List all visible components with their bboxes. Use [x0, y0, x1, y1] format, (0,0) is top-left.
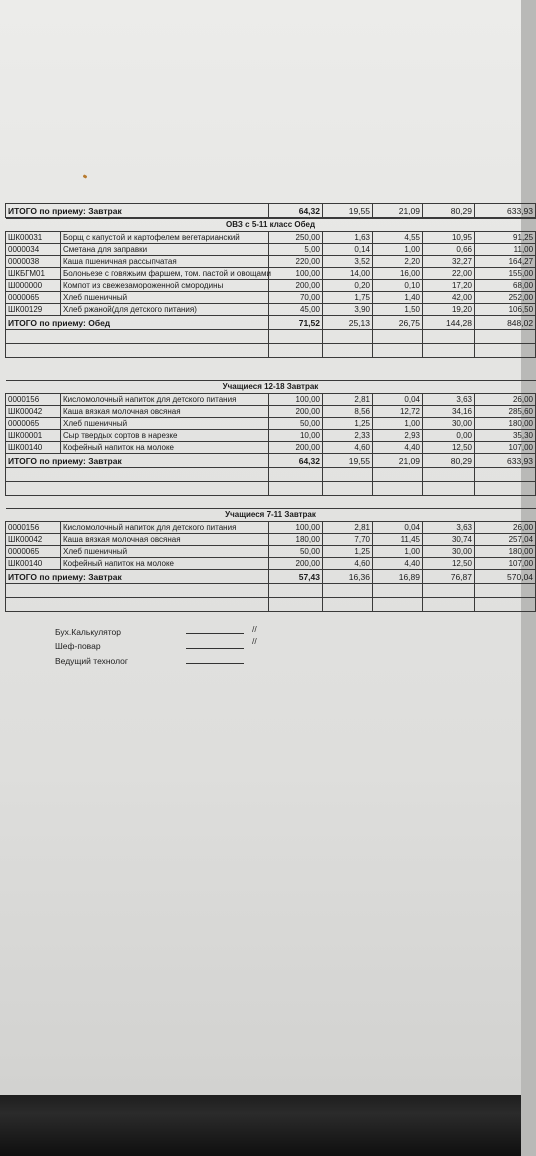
item-carbs: 3,63	[423, 394, 475, 406]
total-row	[6, 204, 536, 218]
item-carbs: 3,63	[423, 522, 475, 534]
blank-cell	[423, 468, 475, 482]
total-label: ИТОГО по приему: Завтрак	[6, 454, 269, 468]
item-name: Хлеб ржаной(для детского питания)	[61, 304, 269, 316]
item-fats: 16,00	[373, 268, 423, 280]
table-row	[6, 534, 536, 546]
item-weight: 250,00	[269, 232, 323, 244]
total-fats: 21,09	[373, 454, 423, 468]
item-kcal: 252,00	[475, 292, 536, 304]
item-weight: 200,00	[269, 442, 323, 454]
item-fats: 0,10	[373, 280, 423, 292]
item-carbs: 17,20	[423, 280, 475, 292]
total-weight: 57,43	[269, 570, 323, 584]
item-name: Кофейный напиток на молоке	[61, 442, 269, 454]
item-fats: 1,40	[373, 292, 423, 304]
item-carbs: 10,95	[423, 232, 475, 244]
item-kcal: 26,00	[475, 522, 536, 534]
item-name: Кисломолочный напиток для детского питания	[61, 522, 269, 534]
signature-label-technologist: Ведущий технолог	[55, 656, 128, 666]
item-code: ШК00001	[6, 430, 61, 442]
menu-table-12-18	[5, 380, 536, 496]
total-label: ИТОГО по приему: Обед	[6, 316, 269, 330]
blank-cell	[6, 330, 269, 344]
item-kcal: 68,00	[475, 280, 536, 292]
table-row	[6, 256, 536, 268]
table-row	[6, 546, 536, 558]
item-proteins: 3,90	[323, 304, 373, 316]
total-label: ИТОГО по приему: Завтрак	[6, 570, 269, 584]
menu-table-ovz	[5, 218, 536, 358]
item-carbs: 0,66	[423, 244, 475, 256]
item-proteins: 3,52	[323, 256, 373, 268]
item-kcal: 155,00	[475, 268, 536, 280]
blank-cell	[475, 482, 536, 496]
signature-line-chef	[186, 648, 244, 649]
blank-cell	[475, 584, 536, 598]
signature-mark-chef: //	[252, 636, 257, 646]
item-fats: 2,93	[373, 430, 423, 442]
item-kcal: 11,00	[475, 244, 536, 256]
item-name: Кисломолочный напиток для детского питания	[61, 394, 269, 406]
item-proteins: 2,81	[323, 394, 373, 406]
item-weight: 200,00	[269, 406, 323, 418]
item-kcal: 180,00	[475, 418, 536, 430]
total-weight: 71,52	[269, 316, 323, 330]
item-code: 0000034	[6, 244, 61, 256]
item-code: ШК00129	[6, 304, 61, 316]
total-carbs: 80,29	[423, 454, 475, 468]
section-heading: Учащиеся 12-18 Завтрак	[6, 381, 536, 394]
blank-cell	[423, 482, 475, 496]
blank-cell	[475, 330, 536, 344]
item-fats: 4,40	[373, 558, 423, 570]
item-proteins: 8,56	[323, 406, 373, 418]
item-code: ШК00042	[6, 534, 61, 546]
item-carbs: 32,27	[423, 256, 475, 268]
signature-label-accountant: Бух.Калькулятор	[55, 627, 122, 637]
menu-table-top	[5, 203, 536, 218]
item-weight: 50,00	[269, 418, 323, 430]
item-proteins: 1,25	[323, 418, 373, 430]
blank-cell	[269, 468, 323, 482]
signature-line-accountant	[186, 633, 244, 634]
item-name: Хлеб пшеничный	[61, 418, 269, 430]
item-kcal: 107,00	[475, 558, 536, 570]
blank-cell	[373, 468, 423, 482]
item-proteins: 4,60	[323, 442, 373, 454]
blank-cell	[323, 344, 373, 358]
blank-cell	[323, 482, 373, 496]
total-weight: 64,32	[269, 204, 323, 218]
table-row	[6, 406, 536, 418]
blank-row	[6, 344, 536, 358]
item-fats: 11,45	[373, 534, 423, 546]
item-carbs: 19,20	[423, 304, 475, 316]
item-fats: 0,04	[373, 394, 423, 406]
total-label: ИТОГО по приему: Завтрак	[6, 204, 269, 218]
item-weight: 200,00	[269, 558, 323, 570]
blank-cell	[269, 330, 323, 344]
blank-cell	[323, 598, 373, 612]
item-name: Компот из свежезамороженной смородины	[61, 280, 269, 292]
item-fats: 4,55	[373, 232, 423, 244]
blank-cell	[323, 468, 373, 482]
blank-cell	[373, 584, 423, 598]
item-weight: 100,00	[269, 394, 323, 406]
item-kcal: 164,27	[475, 256, 536, 268]
item-name: Кофейный напиток на молоке	[61, 558, 269, 570]
blank-cell	[6, 468, 269, 482]
menu-table-7-11	[5, 508, 536, 612]
item-kcal: 285,60	[475, 406, 536, 418]
item-code: ШК00042	[6, 406, 61, 418]
item-code: ШКБГМ01	[6, 268, 61, 280]
table-row	[6, 522, 536, 534]
item-fats: 1,00	[373, 418, 423, 430]
item-code: 0000065	[6, 546, 61, 558]
blank-row	[6, 482, 536, 496]
item-proteins: 4,60	[323, 558, 373, 570]
item-kcal: 26,00	[475, 394, 536, 406]
item-kcal: 91,25	[475, 232, 536, 244]
item-name: Болоньезе с говяжьим фаршем, том. пастой и овощами	[61, 268, 269, 280]
blank-cell	[269, 482, 323, 496]
item-proteins: 1,75	[323, 292, 373, 304]
item-proteins: 2,33	[323, 430, 373, 442]
section-heading: Учащиеся 7-11 Завтрак	[6, 509, 536, 522]
item-carbs: 30,74	[423, 534, 475, 546]
item-weight: 10,00	[269, 430, 323, 442]
total-kcal: 633,93	[475, 454, 536, 468]
item-proteins: 14,00	[323, 268, 373, 280]
item-proteins: 2,81	[323, 522, 373, 534]
item-proteins: 0,20	[323, 280, 373, 292]
table-row	[6, 244, 536, 256]
item-fats: 2,20	[373, 256, 423, 268]
total-row	[6, 570, 536, 584]
item-carbs: 0,00	[423, 430, 475, 442]
blank-cell	[323, 584, 373, 598]
total-proteins: 16,36	[323, 570, 373, 584]
item-kcal: 35,30	[475, 430, 536, 442]
blank-cell	[6, 344, 269, 358]
blank-cell	[373, 482, 423, 496]
blank-cell	[269, 584, 323, 598]
blank-cell	[475, 468, 536, 482]
table-row	[6, 280, 536, 292]
total-fats: 16,89	[373, 570, 423, 584]
table-row	[6, 232, 536, 244]
item-name: Хлеб пшеничный	[61, 292, 269, 304]
item-weight: 45,00	[269, 304, 323, 316]
total-carbs: 80,29	[423, 204, 475, 218]
item-weight: 5,00	[269, 244, 323, 256]
total-row	[6, 316, 536, 330]
blank-cell	[423, 330, 475, 344]
item-code: Ш000000	[6, 280, 61, 292]
signature-mark-accountant: //	[252, 624, 257, 634]
item-name: Каша пшеничная рассыпчатая	[61, 256, 269, 268]
item-weight: 100,00	[269, 522, 323, 534]
item-code: ШК00140	[6, 558, 61, 570]
total-carbs: 76,87	[423, 570, 475, 584]
item-code: ШК00140	[6, 442, 61, 454]
table-row	[6, 442, 536, 454]
item-proteins: 0,14	[323, 244, 373, 256]
blank-cell	[373, 598, 423, 612]
blank-row	[6, 584, 536, 598]
item-weight: 50,00	[269, 546, 323, 558]
item-code: 0000065	[6, 292, 61, 304]
photo-dark-edge	[0, 1095, 521, 1156]
blank-cell	[373, 330, 423, 344]
item-carbs: 30,00	[423, 418, 475, 430]
total-weight: 64,32	[269, 454, 323, 468]
item-carbs: 12,50	[423, 558, 475, 570]
item-kcal: 257,04	[475, 534, 536, 546]
item-proteins: 7,70	[323, 534, 373, 546]
item-carbs: 42,00	[423, 292, 475, 304]
item-weight: 100,00	[269, 268, 323, 280]
blank-cell	[6, 482, 269, 496]
item-name: Каша вязкая молочная овсяная	[61, 534, 269, 546]
item-name: Хлеб пшеничный	[61, 546, 269, 558]
item-fats: 12,72	[373, 406, 423, 418]
table-row	[6, 394, 536, 406]
item-carbs: 34,16	[423, 406, 475, 418]
blank-row	[6, 330, 536, 344]
item-carbs: 30,00	[423, 546, 475, 558]
table-row	[6, 304, 536, 316]
item-fats: 1,00	[373, 546, 423, 558]
item-proteins: 1,25	[323, 546, 373, 558]
item-carbs: 12,50	[423, 442, 475, 454]
item-name: Сыр твердых сортов в нарезке	[61, 430, 269, 442]
blank-cell	[269, 344, 323, 358]
blank-cell	[373, 344, 423, 358]
blank-cell	[423, 598, 475, 612]
total-row	[6, 454, 536, 468]
item-fats: 1,50	[373, 304, 423, 316]
blank-cell	[323, 330, 373, 344]
item-name: Борщ с капустой и картофелем вегетарианский	[61, 232, 269, 244]
blank-row	[6, 468, 536, 482]
blank-cell	[475, 344, 536, 358]
table-row	[6, 418, 536, 430]
item-code: 0000156	[6, 522, 61, 534]
item-weight: 220,00	[269, 256, 323, 268]
item-kcal: 106,50	[475, 304, 536, 316]
item-fats: 1,00	[373, 244, 423, 256]
blank-cell	[423, 344, 475, 358]
blank-cell	[269, 598, 323, 612]
blank-cell	[6, 584, 269, 598]
table-row	[6, 558, 536, 570]
item-proteins: 1,63	[323, 232, 373, 244]
total-kcal: 633,93	[475, 204, 536, 218]
item-weight: 70,00	[269, 292, 323, 304]
section-heading-row	[6, 509, 536, 522]
item-carbs: 22,00	[423, 268, 475, 280]
total-proteins: 25,13	[323, 316, 373, 330]
item-name: Каша вязкая молочная овсяная	[61, 406, 269, 418]
item-code: ШК00031	[6, 232, 61, 244]
item-fats: 4,40	[373, 442, 423, 454]
section-heading-row	[6, 381, 536, 394]
total-kcal: 848,02	[475, 316, 536, 330]
item-code: 0000156	[6, 394, 61, 406]
table-row	[6, 430, 536, 442]
item-name: Сметана для заправки	[61, 244, 269, 256]
item-weight: 200,00	[269, 280, 323, 292]
signature-line-technologist	[186, 663, 244, 664]
total-fats: 21,09	[373, 204, 423, 218]
item-code: 0000038	[6, 256, 61, 268]
blank-cell	[423, 584, 475, 598]
total-fats: 26,75	[373, 316, 423, 330]
blank-cell	[6, 598, 269, 612]
item-weight: 180,00	[269, 534, 323, 546]
item-fats: 0,04	[373, 522, 423, 534]
table-row	[6, 292, 536, 304]
item-kcal: 180,00	[475, 546, 536, 558]
table-row	[6, 268, 536, 280]
signature-label-chef: Шеф-повар	[55, 641, 101, 651]
total-kcal: 570,04	[475, 570, 536, 584]
item-code: 0000065	[6, 418, 61, 430]
total-proteins: 19,55	[323, 204, 373, 218]
section-heading-row	[6, 219, 536, 232]
total-proteins: 19,55	[323, 454, 373, 468]
blank-row	[6, 598, 536, 612]
item-kcal: 107,00	[475, 442, 536, 454]
section-heading: ОВЗ с 5-11 класс Обед	[6, 219, 536, 232]
total-carbs: 144,28	[423, 316, 475, 330]
blank-cell	[475, 598, 536, 612]
